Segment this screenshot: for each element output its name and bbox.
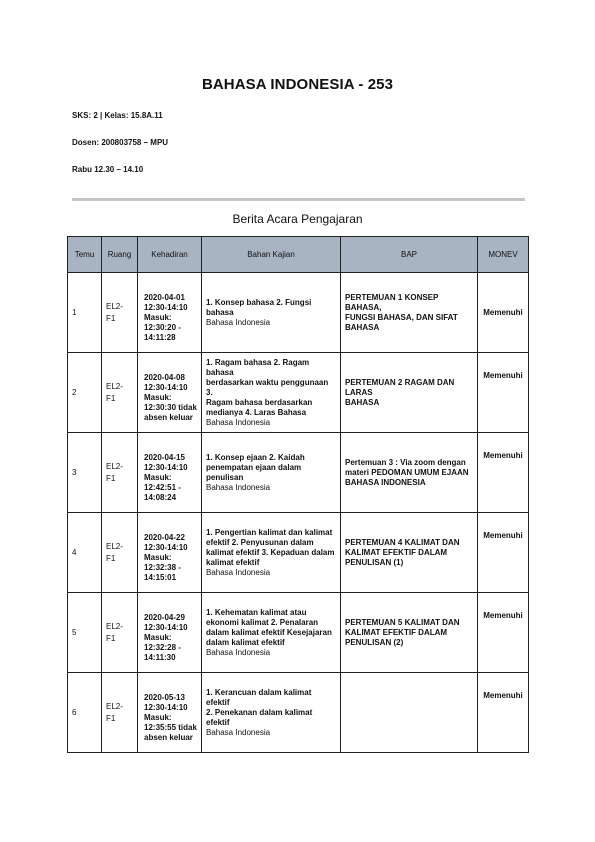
cell-bap: [341, 673, 478, 753]
cell-ruang: EL2- F1: [102, 433, 138, 513]
cell-kehadiran: 2020-05-13 12:30-14:10 Masuk: 12:35:55 tidak absen keluar: [138, 673, 202, 753]
cell-ruang: EL2- F1: [102, 353, 138, 433]
cell-temu: 6: [68, 673, 102, 753]
cell-kehadiran: 2020-04-01 12:30-14:10 Masuk: 12:30:20 - 14:11:28: [138, 273, 202, 353]
table-row: [68, 433, 529, 513]
dosen-info: Dosen: 200803758 – MPU: [72, 138, 169, 147]
cell-bahan-kajian: [202, 433, 341, 513]
cell-bap: PERTEMUAN 4 KALIMAT DAN KALIMAT EFEKTIF DALAM PENULISAN (1): [341, 513, 478, 593]
bahan-kajian-topics: 1. Kehematan kalimat atau ekonomi kalimat 2. Penalaran dalam kalimat efektif Kesejajaran dalam kalimat efektif: [206, 607, 332, 647]
bahan-kajian-topics: 1. Konsep ejaan 2. Kaidah penempatan ejaan dalam penulisan: [206, 452, 305, 482]
cell-monev: Memenuhi: [478, 273, 529, 353]
table-header-row: [68, 237, 529, 273]
sks-kelas-info: SKS: 2 | Kelas: 15.8A.11: [72, 111, 163, 120]
table-row: [68, 593, 529, 673]
cell-bahan-kajian: [202, 273, 341, 353]
cell-kehadiran: 2020-04-29 12:30-14:10 Masuk: 12:32:28 - 14:11:30: [138, 593, 202, 673]
cell-ruang: EL2- F1: [102, 513, 138, 593]
cell-kehadiran: 2020-04-08 12:30-14:10 Masuk: 12:30:30 tidak absen keluar: [138, 353, 202, 433]
cell-bahan-kajian: [202, 593, 341, 673]
header-ruang: Ruang: [102, 237, 138, 273]
table-row: [68, 513, 529, 593]
bahan-kajian-subject: Bahasa Indonesia: [206, 647, 271, 657]
bahan-kajian-subject: Bahasa Indonesia: [206, 417, 271, 427]
schedule-info: Rabu 12.30 – 14.10: [72, 165, 144, 174]
bahan-kajian-topics: 1. Pengertian kalimat dan kalimat efektif 2. Penyusunan dalam kalimat efektif 3. Kepaduan dalam kalimat efektif: [206, 527, 335, 567]
cell-bap: PERTEMUAN 5 KALIMAT DAN KALIMAT EFEKTIF DALAM PENULISAN (2): [341, 593, 478, 673]
header-temu: Temu: [68, 237, 102, 273]
bahan-kajian-topics: 1. Kerancuan dalam kalimat efektif 2. Penekanan dalam kalimat efektif: [206, 687, 313, 727]
cell-temu: 5: [68, 593, 102, 673]
bahan-kajian-subject: Bahasa Indonesia: [206, 567, 271, 577]
bahan-kajian-topics: 1. Konsep bahasa 2. Fungsi bahasa: [206, 297, 312, 317]
cell-temu: 3: [68, 433, 102, 513]
bap-table: [67, 236, 529, 753]
cell-bap: PERTEMUAN 1 KONSEP BAHASA, FUNGSI BAHASA, DAN SIFAT BAHASA: [341, 273, 478, 353]
header-kehadiran: Kehadiran: [138, 237, 202, 273]
cell-temu: 4: [68, 513, 102, 593]
table-title: Berita Acara Pengajaran: [232, 212, 363, 226]
bahan-kajian-subject: Bahasa Indonesia: [206, 317, 271, 327]
cell-bahan-kajian: [202, 353, 341, 433]
cell-monev: Memenuhi: [478, 593, 529, 673]
header-bap: BAP: [341, 237, 478, 273]
bahan-kajian-subject: Bahasa Indonesia: [206, 482, 271, 492]
cell-ruang: EL2- F1: [102, 673, 138, 753]
cell-ruang: EL2- F1: [102, 593, 138, 673]
header-bahan-kajian: Bahan Kajian: [202, 237, 341, 273]
cell-monev: Memenuhi: [478, 673, 529, 753]
cell-bahan-kajian: [202, 673, 341, 753]
cell-ruang: EL2- F1: [102, 273, 138, 353]
cell-temu: 1: [68, 273, 102, 353]
cell-bahan-kajian: [202, 513, 341, 593]
cell-kehadiran: 2020-04-22 12:30-14:10 Masuk: 12:32:38 - 14:15:01: [138, 513, 202, 593]
course-title: BAHASA INDONESIA - 253: [201, 76, 394, 93]
cell-bap: Pertemuan 3 : Via zoom dengan materi PEDOMAN UMUM EJAAN BAHASA INDONESIA: [341, 433, 478, 513]
table-row: [68, 673, 529, 753]
header-monev: MONEV: [478, 237, 529, 273]
cell-bap: PERTEMUAN 2 RAGAM DAN LARAS BAHASA: [341, 353, 478, 433]
bahan-kajian-topics: 1. Ragam bahasa 2. Ragam bahasa berdasarkan waktu penggunaan 3. Ragam bahasa berdasarkan medianya 4. Laras Bahasa: [206, 357, 329, 417]
bahan-kajian-subject: Bahasa Indonesia: [206, 727, 271, 737]
cell-monev: Memenuhi: [478, 513, 529, 593]
table-row: [68, 273, 529, 353]
horizontal-divider: [72, 198, 525, 201]
cell-monev: Memenuhi: [478, 353, 529, 433]
cell-kehadiran: 2020-04-15 12:30-14:10 Masuk: 12:42:51 - 14:08:24: [138, 433, 202, 513]
cell-monev: Memenuhi: [478, 433, 529, 513]
cell-temu: 2: [68, 353, 102, 433]
table-row: [68, 353, 529, 433]
